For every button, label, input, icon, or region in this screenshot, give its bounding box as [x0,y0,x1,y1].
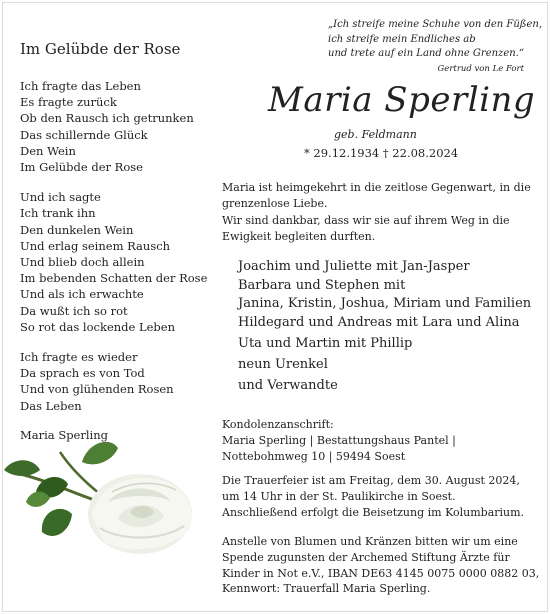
donation-line: Kinder in Not e.V., IBAN DE63 4145 0075 0000 0882 03, [222,566,540,580]
poem-line: Es fragte zurück [20,95,117,110]
donation-line: Kennwort: Trauerfall Maria Sperling. [222,582,431,596]
poem-line: Ich trank ihn [20,206,96,221]
family-line: Hildegard und Andreas mit Lara und Alina [238,315,520,330]
poem-title: Im Gelübde der Rose [20,40,181,58]
poem-line: Und erlag seinem Rausch [20,238,171,253]
poem-line: Und blieb doch allein [20,255,145,270]
family-list [238,256,538,396]
poem-line: Ich fragte das Leben [20,79,141,93]
family-line: und Verwandte [238,378,338,393]
poem-stanza-1 [20,78,210,175]
condolence-line: Maria Sperling | Bestattungshaus Pantel | [222,433,456,447]
maiden-name: geb. Feldmann [334,128,417,141]
poem-line: Und als ich erwachte [20,287,144,302]
poem-line: Und von glühenden Rosen [20,382,174,397]
donation-line: Anstelle von Blumen und Kränzen bitten wir um eine [222,535,518,548]
condolence-line: Nottebohmweg 10 | 59494 Soest [222,449,406,463]
funeral-info [222,473,542,520]
poem-line: Und ich sagte [20,190,101,205]
poem-line: Da sprach es von Tod [20,366,145,381]
poem-line: Im Gelübde der Rose [20,160,143,175]
poem-line: Das schillernde Glück [20,127,148,142]
donation-info [222,534,542,597]
family-line: neun Urenkel [238,357,328,372]
poem-line: Ich fragte es wieder [20,350,138,365]
family-line: Uta und Martin mit Phillip [238,336,413,351]
life-dates: * 29.12.1934 † 22.08.2024 [304,146,459,160]
white-rose-icon [0,432,200,562]
quote-author: Gertrud von Le Fort [437,63,524,74]
family-line: Joachim und Juliette mit Jan-Jasper [238,259,470,274]
intro-line: Maria ist heimgekehrt in die zeitlose Gegenwart, in die [222,181,531,194]
poem-stanza-3 [20,349,210,414]
poem-line: Ob den Rausch ich getrunken [20,111,194,126]
quote-line: ich streife mein Endliches ab [328,33,476,45]
condolence-address [222,417,542,464]
funeral-line: Anschließend erfolgt die Beisetzung im Kolumbarium. [222,505,525,519]
intro-text [222,180,542,245]
poem-line: Den dunkelen Wein [20,222,134,237]
funeral-line: um 14 Uhr in der St. Paulikirche in Soest. [222,489,456,503]
donation-line: Spende zugunsten der Archemed Stiftung Ärzte für [222,550,510,564]
intro-line: Ewigkeit begleiten durften. [222,229,376,243]
intro-line: Wir sind dankbar, dass wir sie auf ihrem Weg in die [222,213,510,227]
poem-stanza-2 [20,189,210,335]
family-line: Janina, Kristin, Joshua, Miriam und Familien [238,295,532,311]
quote-line: und trete auf ein Land ohne Grenzen.“ [328,48,524,59]
poem-line: Da wußt ich so rot [20,303,128,318]
family-line: Barbara und Stephen mit [238,278,406,293]
poem-line: Im bebenden Schatten der Rose [20,271,208,286]
poem [20,40,210,442]
intro-line: grenzenlose Liebe. [222,197,328,211]
poem-line: Den Wein [20,143,76,158]
quote-line: „Ich streife meine Schuhe von den Füßen, [328,19,543,30]
poem-line: So rot das lockende Leben [20,319,175,334]
condolence-line: Kondolenzanschrift: [222,418,334,431]
poem-signature: Maria Sperling [20,427,108,442]
deceased-name: Maria Sperling [268,80,536,120]
funeral-line: Die Trauerfeier ist am Freitag, dem 30. August 2024, [222,474,520,487]
quote [328,18,543,74]
poem-line: Das Leben [20,398,82,413]
